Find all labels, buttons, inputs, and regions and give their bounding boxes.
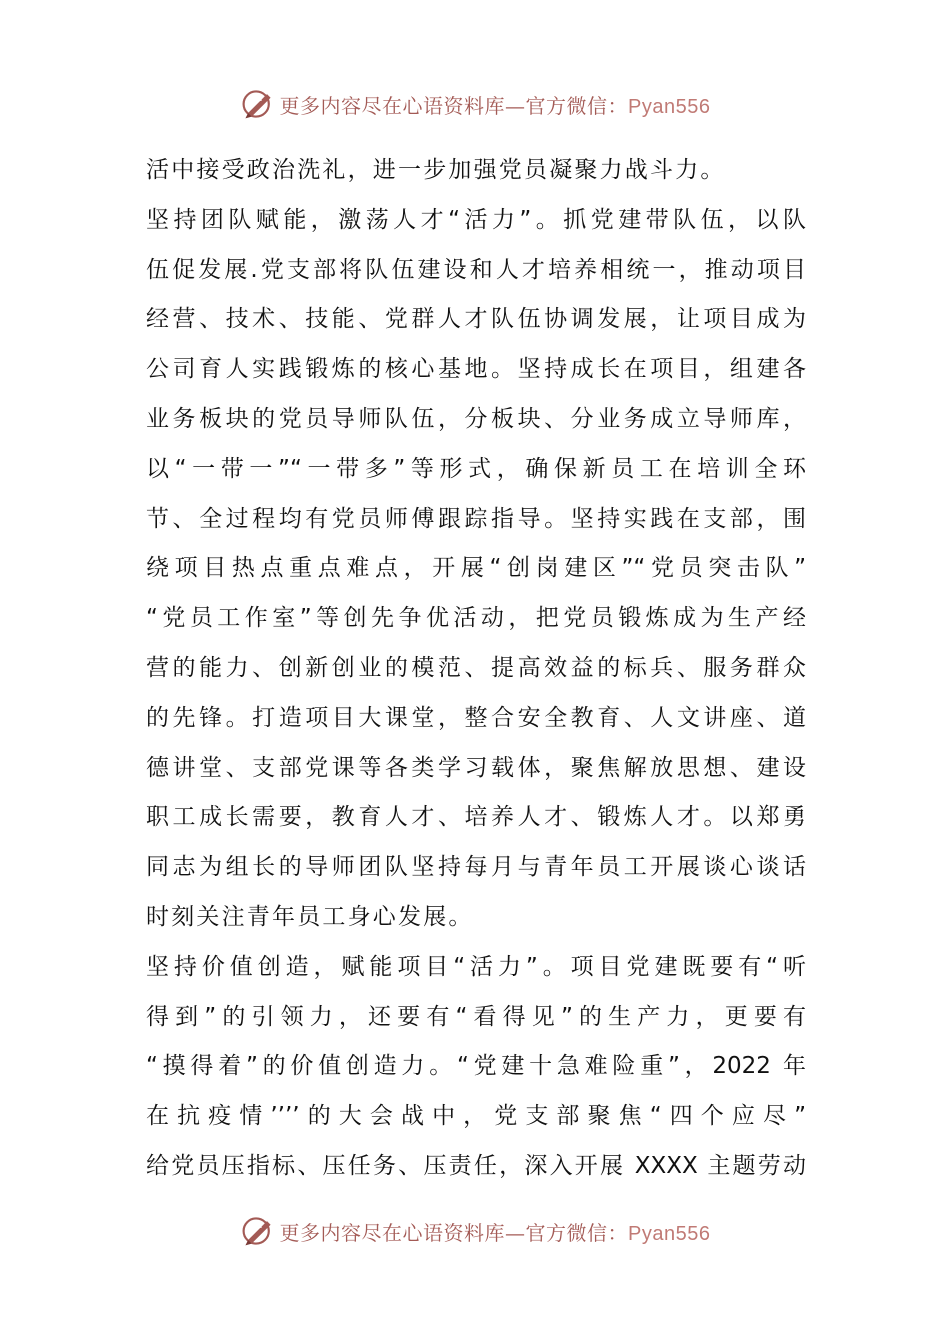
text-line: 营的能力、创新创业的模范、提高效益的标兵、服务群众	[146, 654, 806, 681]
text-line: 同志为组长的导师团队坚持每月与青年员工开展谈心谈话	[146, 854, 806, 881]
text-line: 给党员压指标、压任务、压责任，深入开展 XXXX 主题劳动	[146, 1152, 806, 1179]
text-line: 德讲堂、支部党课等各类学习载体，聚焦解放思想、建设	[146, 754, 806, 781]
text-line: 业务板块的党员导师队伍，分板块、分业务成立导师库，	[146, 405, 806, 432]
text-line: 公司育人实践锻炼的核心基地。坚持成长在项目，组建各	[146, 356, 806, 383]
text-line: 以“一带一”“一带多”等形式，确保新员工在培训全环	[146, 455, 806, 482]
text-line: 职工成长需要，教育人才、培养人才、锻炼人才。以郑勇	[146, 804, 806, 831]
footer-watermark	[0, 1211, 950, 1251]
document-body	[146, 146, 806, 1192]
text-line: 的先锋。打造项目大课堂，整合安全教育、人文讲座、道	[146, 704, 806, 731]
pen-logo-icon	[240, 86, 276, 122]
watermark-text: 更多内容尽在心语资料库—官方微信：	[279, 1220, 629, 1245]
watermark-wechat-id: Pyan556	[628, 1222, 711, 1245]
text-line: “摸得着”的价值创造力。“党建十急难险重”，2022 年	[146, 1053, 806, 1080]
text-line: 在抗疫情’’’’的大会战中，党支部聚焦“四个应尽”	[146, 1103, 806, 1130]
text-line: 时刻关注青年员工身心发展。	[146, 903, 474, 930]
text-line: 伍促发展.党支部将队伍建设和人才培养相统一，推动项目	[146, 256, 806, 283]
text-line: 经营、技术、技能、党群人才队伍协调发展，让项目成为	[146, 306, 806, 333]
text-line: 活中接受政治洗礼，进一步加强党员凝聚力战斗力。	[146, 157, 726, 183]
pen-logo-icon	[240, 1213, 276, 1249]
text-line: “党员工作室”等创先争优活动，把党员锻炼成为生产经	[146, 605, 806, 632]
watermark-text: 更多内容尽在心语资料库—官方微信：	[279, 93, 629, 118]
text-line: 节、全过程均有党员师傅跟踪指导。坚持实践在支部，围	[146, 505, 806, 532]
watermark-wechat-id: Pyan556	[628, 95, 711, 118]
text-line: 坚持价值创造，赋能项目“活力”。项目党建既要有“听	[146, 953, 806, 980]
header-watermark	[0, 84, 950, 124]
text-line: 坚持团队赋能，激荡人才“活力”。抓党建带队伍，以队	[146, 206, 806, 233]
text-line: 得到”的引领力，还要有“看得见”的生产力，更要有	[146, 1003, 806, 1030]
text-line: 绕项目热点重点难点，开展“创岗建区”“党员突击队”	[146, 555, 806, 582]
